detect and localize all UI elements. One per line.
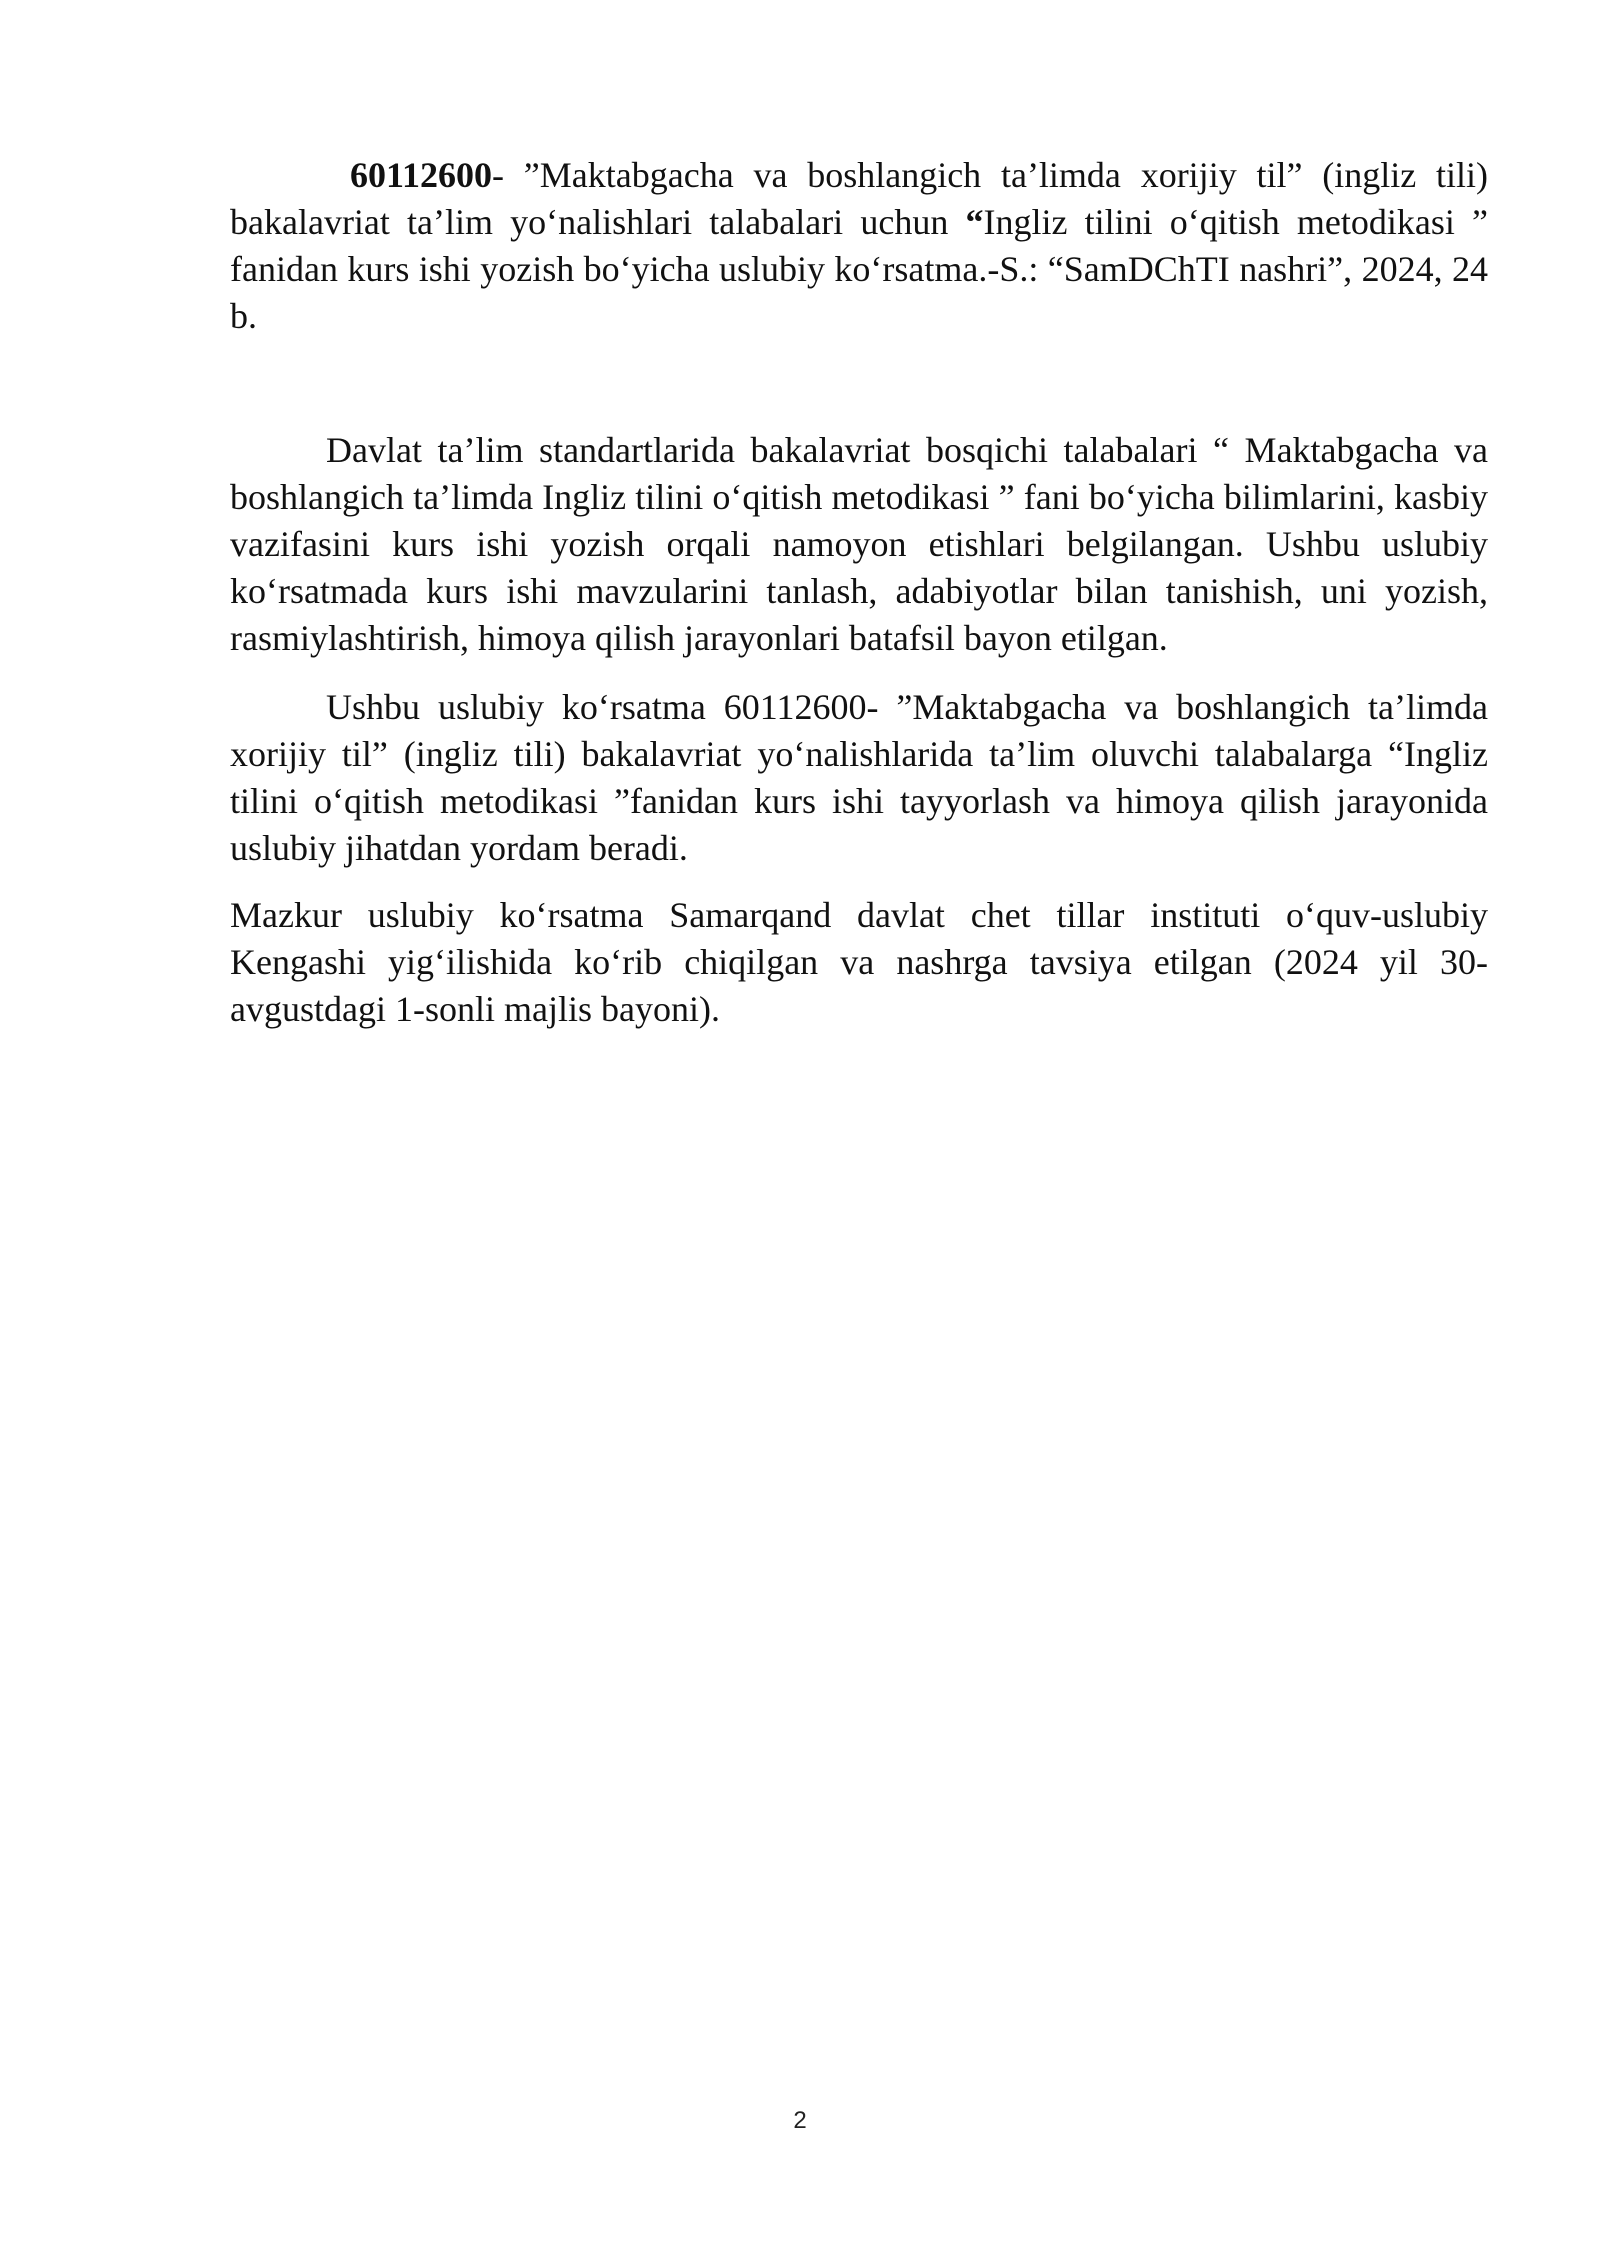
body-paragraph-standards: Davlat ta’lim standartlarida bakalavriat bosqichi talabalari “ Maktabgacha va boshlangich ta’limda Ingliz tilini oʻqitish metodikasi ” fani boʻyicha bilimlarini, kasbiy vazifasini kurs ishi yozish orqali namoyon etishlari belgilangan. Ushbu uslubiy koʻrsatmada kurs ishi mavzularini tanlash, adabiyotlar bilan tanishish, uni yozish, rasmiylashtirish, himoya qilish jarayonlari batafsil bayon etilgan.: [230, 430, 1488, 658]
annotation-paragraph: [230, 152, 1488, 340]
annotation-rest: Ingliz tilini oʻqitish metodikasi ” fanidan kurs ishi yozish boʻyicha uslubiy koʻrsatma.-S.: “SamDChTI nashri”, 2024, 24 b.: [230, 202, 1488, 336]
page-number: 2: [793, 2107, 807, 2134]
body-paragraph-purpose: Ushbu uslubiy koʻrsatma 60112600- ”Maktabgacha va boshlangich ta’limda xorijiy til” (ingliz tili) bakalavriat yoʻnalishlarida ta’lim oluvchi talabalarga “Ingliz tilini oʻqitish metodikasi ”fanidan kurs ishi tayyorlash va himoya qilish jarayonida uslubiy jihatdan yordam beradi.: [230, 687, 1488, 868]
annotation-open-quote: “: [965, 202, 984, 242]
annotation-text: - ”Maktabgacha va boshlangich ta’limda xorijiy til” (ingliz tili) bakalavriat ta’lim yoʻnalishlari talabalari uchun: [230, 155, 1488, 242]
program-code: 60112600: [350, 155, 493, 195]
body-paragraph-approval: Mazkur uslubiy koʻrsatma Samarqand davlat chet tillar instituti oʻquv-uslubiy Kengashi yigʻilishida koʻrib chiqilgan va nashrga tavsiya etilgan (2024 yil 30-avgustdagi 1-sonli majlis bayoni).: [230, 895, 1488, 1029]
